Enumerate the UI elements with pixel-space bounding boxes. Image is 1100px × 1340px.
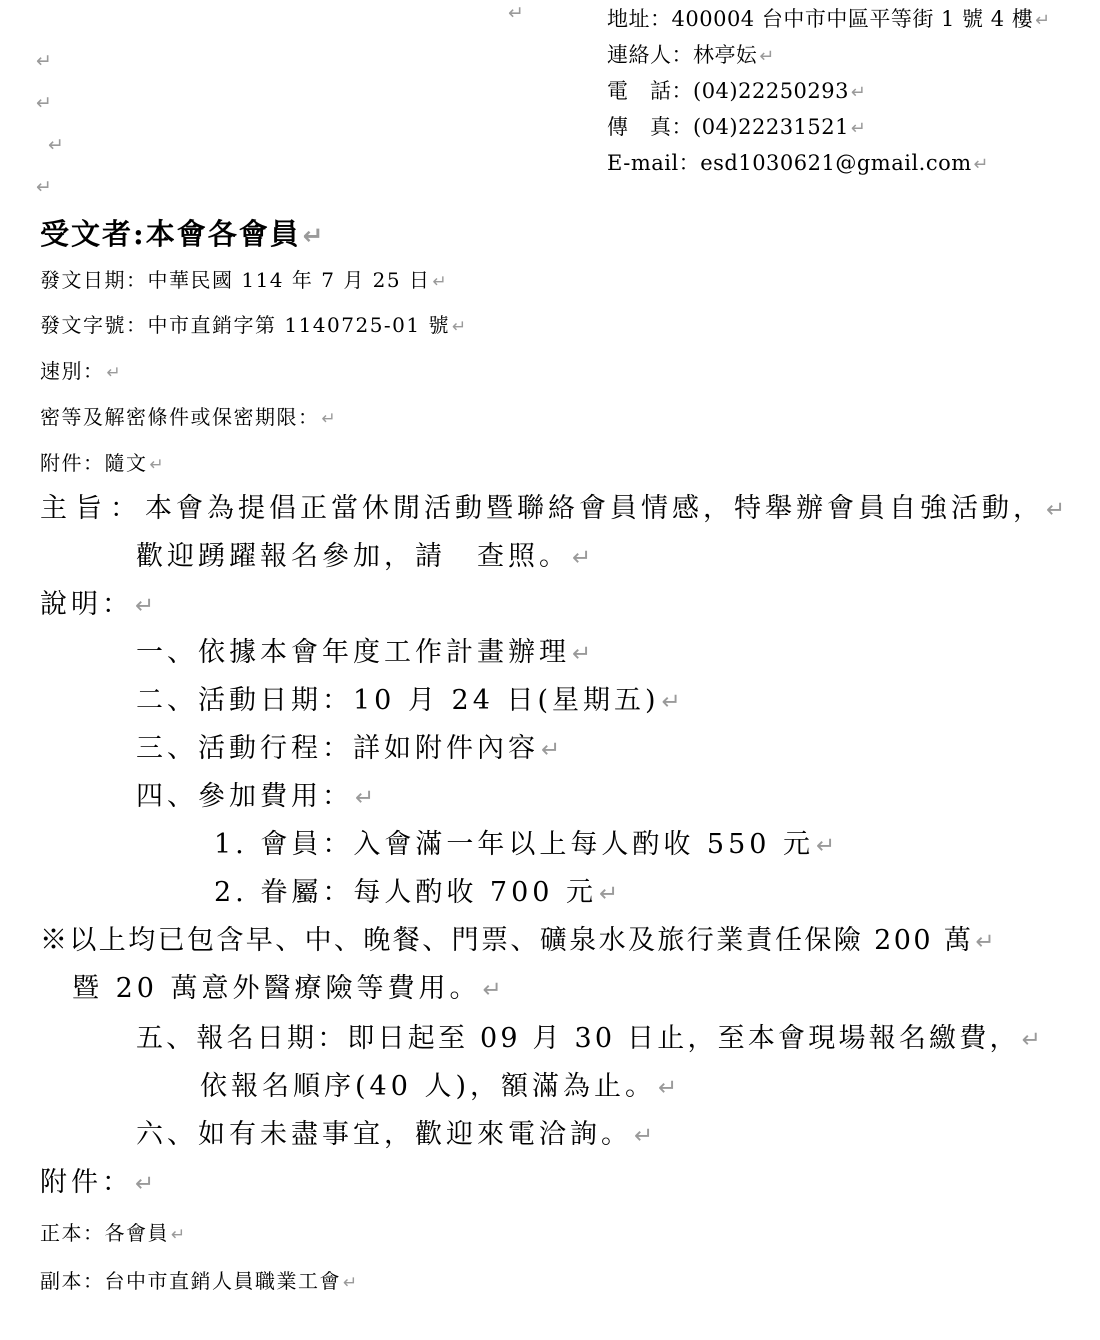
subject-line-2 [136,543,595,570]
paragraph-mark-icon: ↵ [452,317,468,337]
paragraph-mark-icon: ↵ [851,82,867,103]
explanation-label [40,591,158,618]
paragraph-mark-icon: ↵ [661,689,685,715]
paragraph-mark-icon: ↵ [302,221,326,250]
explanation-item-5-text-1: 五、報名日期：即日起至 09 月 30 日止，至本會現場報名繳費， [136,1023,1020,1054]
copy-recipient [40,1271,359,1292]
paragraph-mark-icon: ↵ [135,1171,159,1197]
explanation-item-4-text: 四、參加費用： [136,781,353,812]
paragraph-mark-icon: ↵ [343,1273,359,1293]
contact-line [607,45,775,66]
explanation-item-3 [136,735,564,762]
copy-recipient-text: 副本：台中市直銷人員職業工會 [40,1269,341,1293]
fee-note-text-2: 暨 20 萬意外醫療險等費用。 [72,973,481,1004]
email-label: E-mail： [607,151,701,175]
fax-label: 傳 真： [607,115,693,139]
phone-line [607,81,866,102]
attachment-label [40,1169,158,1196]
paragraph-mark-icon: ↵ [572,641,596,667]
paragraph-mark-icon: ↵ [658,1075,682,1101]
paragraph-mark-icon: ↵ [48,134,64,156]
subject-text-2: 歡迎踴躍報名參加，請 查照。 [136,541,570,572]
attachment-meta-text: 附件：隨文 [40,451,148,475]
paragraph-mark-icon: ↵ [135,593,159,619]
explanation-item-6 [136,1121,657,1148]
secrecy-level [40,407,337,428]
recipient-text: 受文者:本會各會員 [40,217,301,251]
email-line [607,153,989,174]
explanation-label-text: 說明： [40,589,133,620]
contact-label: 連絡人： [607,43,693,67]
paragraph-mark-icon: ↵ [355,785,379,811]
address-label: 地址： [607,7,672,31]
phone-label: 電 話： [607,79,693,103]
explanation-item-1 [136,639,595,666]
fee-note-line-1 [40,927,997,954]
fee-family [214,879,622,906]
secrecy-level-text: 密等及解密條件或保密期限： [40,405,320,429]
paragraph-mark-icon: ↵ [36,50,52,72]
issue-date-text: 發文日期：中華民國 114 年 7 月 25 日 [40,268,431,292]
explanation-item-6-text: 六、如有未盡事宜，歡迎來電洽詢。 [136,1119,632,1150]
paragraph-mark-icon: ↵ [634,1123,658,1149]
paragraph-mark-icon: ↵ [973,154,990,175]
explanation-item-1-text: 一、依據本會年度工作計畫辦理 [136,637,570,668]
reference-number-text: 發文字號：中市直銷字第 1140725-01 號 [40,313,450,337]
speed-class [40,361,122,382]
fax-line [607,117,866,138]
paragraph-mark-icon: ↵ [759,46,775,67]
paragraph-mark-icon: ↵ [149,455,166,475]
paragraph-mark-icon: ↵ [171,1225,187,1245]
paragraph-mark-icon: ↵ [1046,497,1070,523]
paragraph-mark-icon: ↵ [572,545,596,571]
email-value: esd1030621@gmail.com [700,151,972,175]
original-recipient-text: 正本：各會員 [40,1221,169,1245]
paragraph-mark-icon: ↵ [482,977,506,1003]
paragraph-mark-icon: ↵ [36,92,52,114]
explanation-item-5-line-1 [136,1025,1044,1052]
paragraph-mark-icon: ↵ [851,118,867,139]
address-value: 400004 台中市中區平等街 1 號 4 樓 [671,7,1034,31]
paragraph-mark-icon: ↵ [106,363,123,383]
paragraph-mark-icon: ↵ [541,737,565,763]
fee-note-line-2 [72,975,506,1002]
paragraph-mark-icon: ↵ [975,929,997,955]
fee-family-text: 2. 眷屬：每人酌收 700 元 [214,877,598,908]
contact-value: 林亭妘 [693,43,758,67]
explanation-item-5-text-2: 依報名順序(40 人)，額滿為止。 [200,1071,657,1102]
fee-member [214,831,839,858]
paragraph-mark-icon: ↵ [1021,1027,1045,1053]
paragraph-mark-icon: ↵ [1035,10,1051,31]
phone-value: (04)22250293 [693,79,849,103]
explanation-item-4 [136,783,378,810]
speed-class-text: 速別： [40,359,105,383]
paragraph-mark-icon: ↵ [508,2,524,24]
paragraph-mark-icon: ↵ [432,272,449,292]
reference-number [40,315,468,336]
paragraph-mark-icon: ↵ [321,409,338,429]
explanation-item-3-text: 三、活動行程：詳如附件內容 [136,733,539,764]
recipient [40,217,326,251]
attachment-label-text: 附件： [40,1167,133,1198]
fax-value: (04)22231521 [693,115,849,139]
attachment-meta [40,453,165,474]
paragraph-mark-icon: ↵ [816,833,840,859]
paragraph-mark-icon: ↵ [599,881,623,907]
subject-label: 主旨： [40,493,145,524]
original-recipient [40,1223,187,1244]
address-line [607,9,1051,30]
subject-text-1: 本會為提倡正當休閒活動暨聯絡會員情感，特舉辦會員自強活動， [145,493,1044,524]
explanation-item-5-line-2 [200,1073,681,1100]
fee-note-text-1: ※以上均已包含早、中、晚餐、門票、礦泉水及旅行業責任保險 200 萬 [40,925,974,956]
fee-member-text: 1. 會員：入會滿一年以上每人酌收 550 元 [214,829,815,860]
paragraph-mark-icon: ↵ [36,176,52,198]
explanation-item-2-text: 二、活動日期：10 月 24 日(星期五) [136,685,660,716]
explanation-item-2 [136,687,685,714]
subject-line-1 [40,495,1069,522]
issue-date [40,270,448,291]
